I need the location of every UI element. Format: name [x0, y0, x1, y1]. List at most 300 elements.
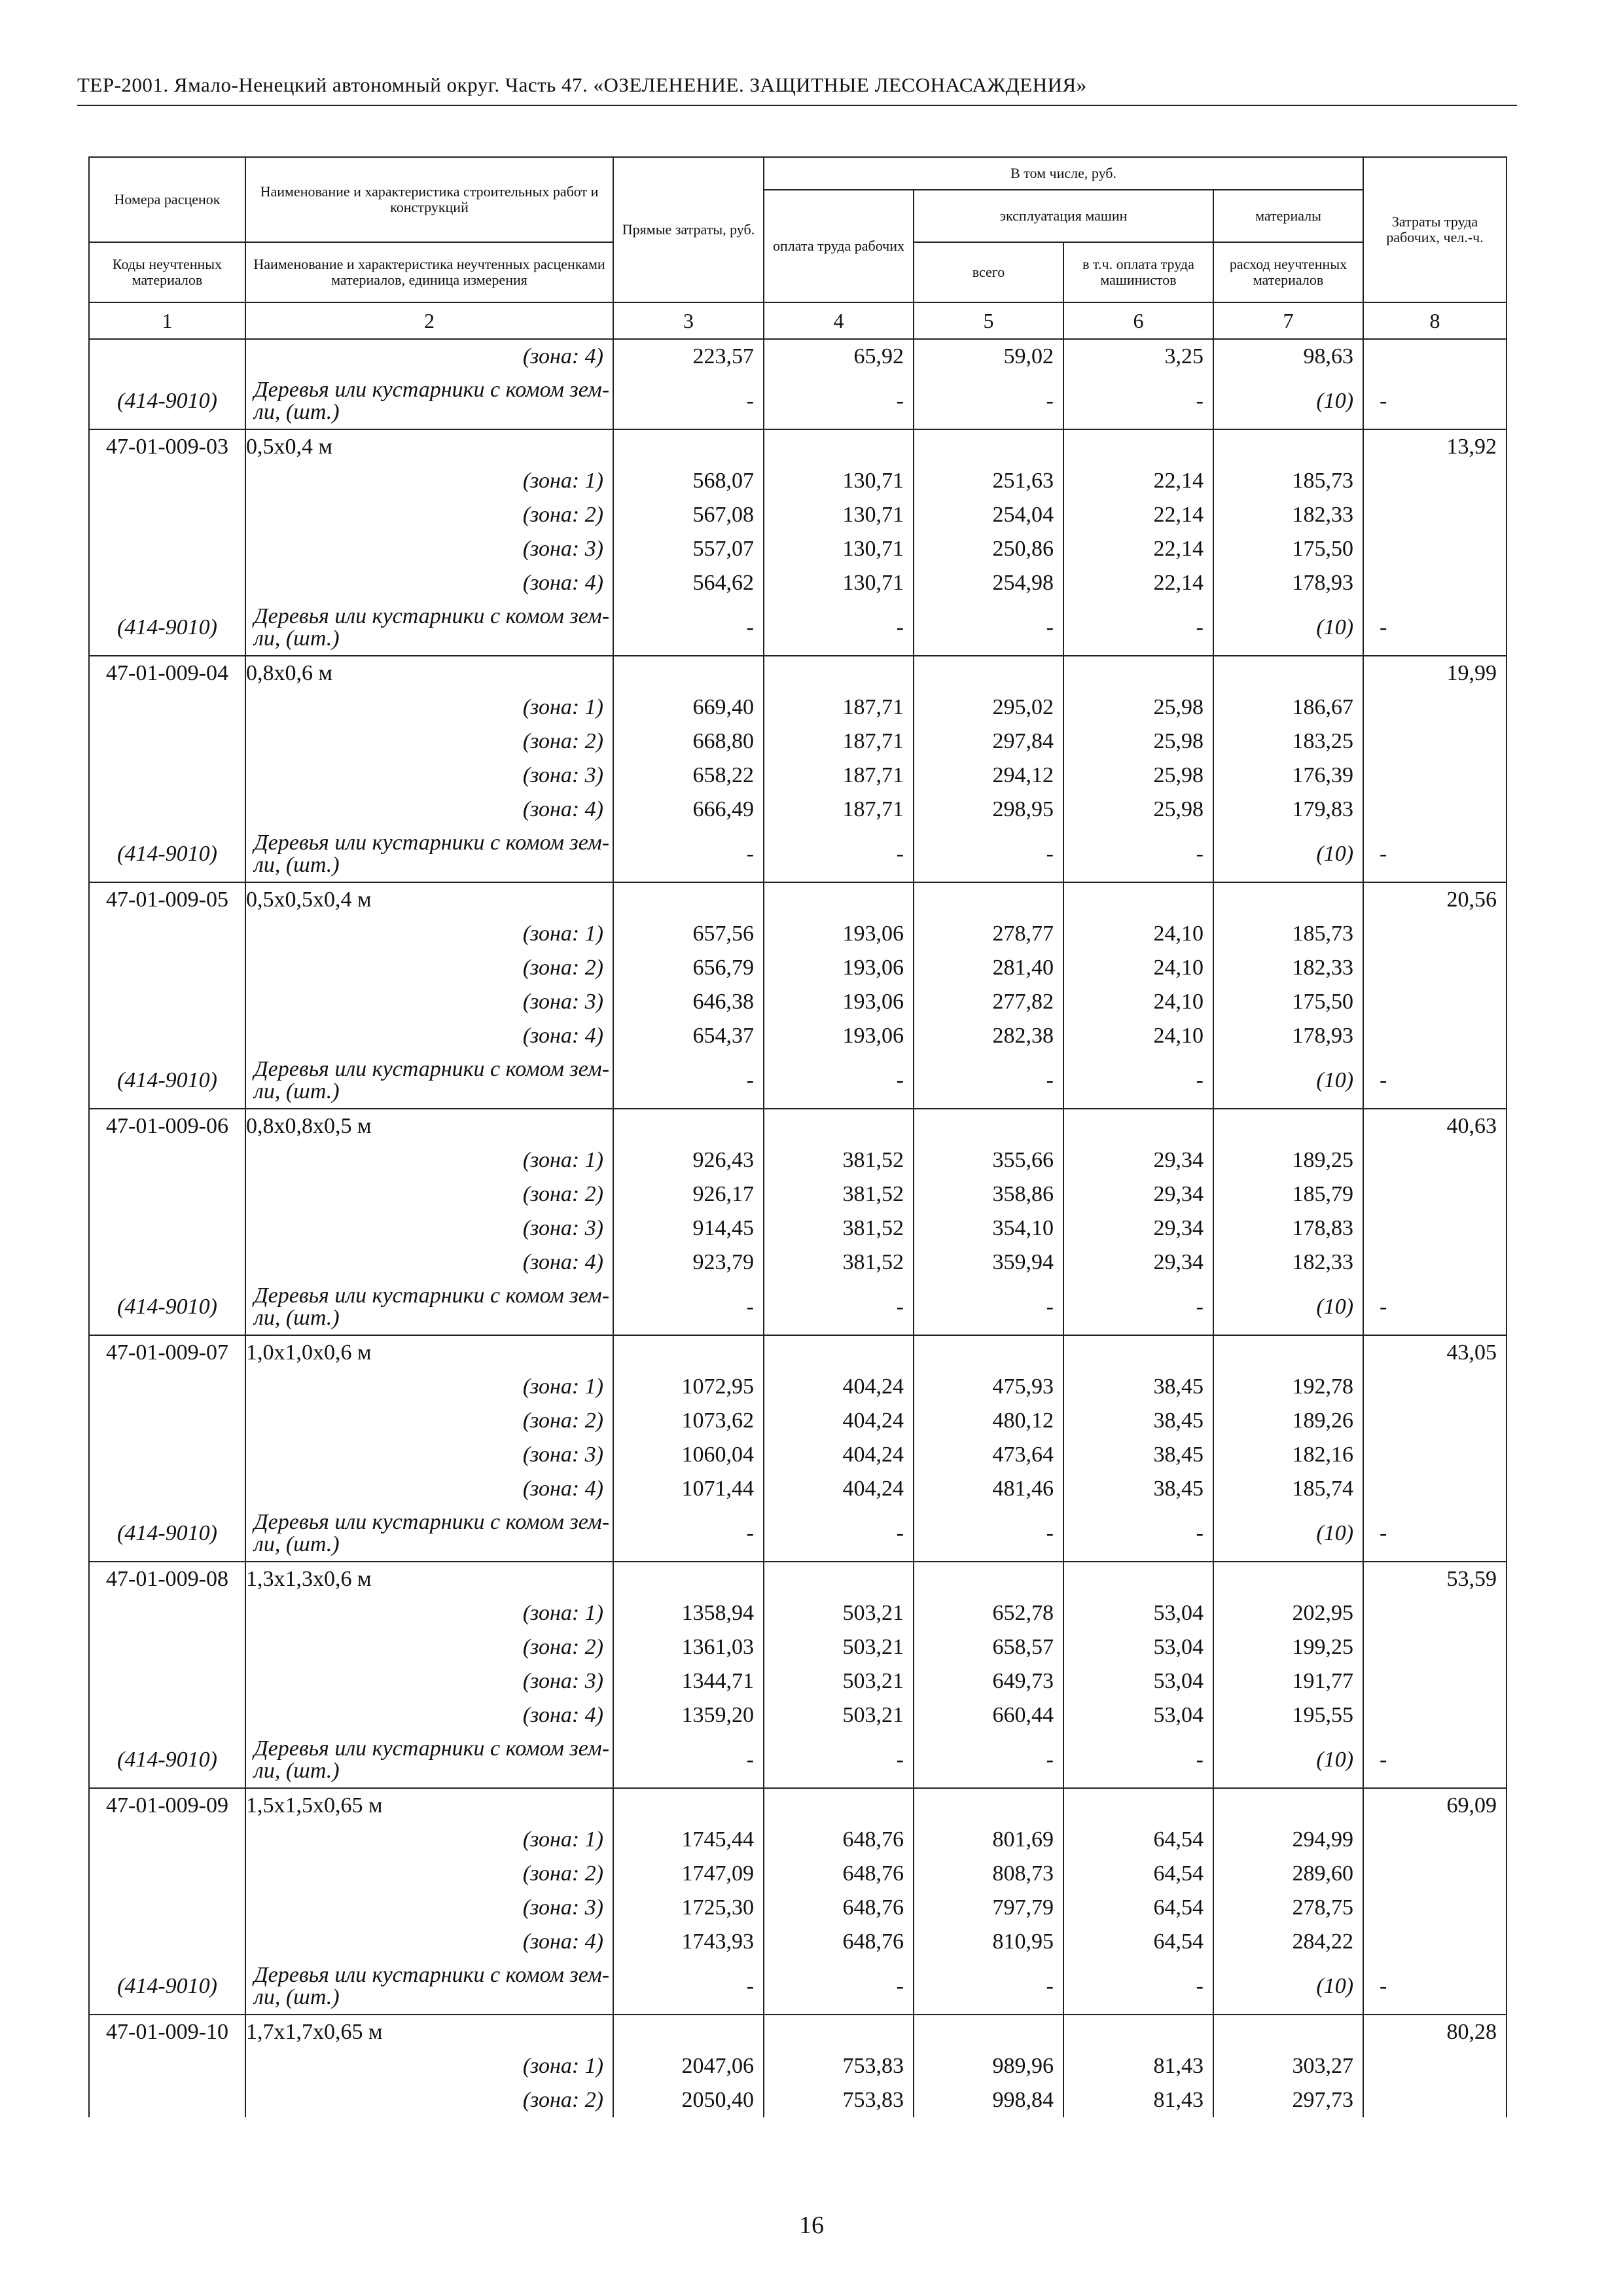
- labor-hours: [1363, 1404, 1507, 1438]
- material-name: Деревья или кустарники с комом зем-ли, (шт.): [245, 1959, 613, 2015]
- machines-header: эксплуатация машин: [914, 190, 1213, 242]
- zone-row: [89, 1630, 1507, 1664]
- table-body: [89, 339, 1507, 2117]
- labor-hours: 19,99: [1363, 656, 1507, 691]
- zone-label: (зона: 3): [245, 1664, 613, 1698]
- labor-cost: [764, 429, 914, 464]
- materials-cost: 98,63: [1213, 339, 1363, 374]
- zone-label: (зона: 2): [245, 1857, 613, 1891]
- material-name: Деревья или кустарники с комом зем-ли, (шт.): [245, 1506, 613, 1562]
- labor-hours: [1363, 917, 1507, 951]
- zone-label: (зона: 3): [245, 985, 613, 1019]
- direct-cost: [613, 1109, 764, 1143]
- code-cell: [89, 1630, 245, 1664]
- machines-total: 297,84: [914, 725, 1063, 759]
- machinists-cost: 24,10: [1063, 1019, 1213, 1053]
- col-number: 7: [1213, 302, 1363, 339]
- machinists-cost: 24,10: [1063, 951, 1213, 985]
- direct-cost: 1743,93: [613, 1925, 764, 1959]
- labor-cost: [764, 1788, 914, 1823]
- code-cell: [89, 1177, 245, 1211]
- code-cell: [89, 1438, 245, 1472]
- code-cell: [89, 2049, 245, 2083]
- direct-cost: 657,56: [613, 917, 764, 951]
- materials-cost: 185,73: [1213, 464, 1363, 498]
- labor-cost: 187,71: [764, 793, 914, 827]
- machines-total: [914, 882, 1063, 917]
- machinists-cost: 25,98: [1063, 793, 1213, 827]
- col-number: 1: [89, 302, 245, 339]
- material-direct: -: [613, 1959, 764, 2015]
- labor-cost-header: оплата труда рабочих: [764, 190, 914, 302]
- material-machinists: -: [1063, 600, 1213, 656]
- materials-cost: 185,74: [1213, 1472, 1363, 1506]
- code-cell: [89, 498, 245, 532]
- machines-total: [914, 2015, 1063, 2049]
- labor-cost: [764, 1109, 914, 1143]
- materials-cost: 289,60: [1213, 1857, 1363, 1891]
- item-name: 0,8x0,8x0,5 м: [245, 1109, 613, 1143]
- code-cell: [89, 1370, 245, 1404]
- code-cell: [89, 566, 245, 600]
- material-machinists: -: [1063, 374, 1213, 429]
- machines-total: 649,73: [914, 1664, 1063, 1698]
- machinists-cost: 3,25: [1063, 339, 1213, 374]
- machinists-cost: 29,34: [1063, 1246, 1213, 1280]
- machinists-cost: [1063, 1562, 1213, 1596]
- labor-cost: 130,71: [764, 498, 914, 532]
- zone-label: (зона: 1): [245, 1143, 613, 1177]
- direct-cost: 223,57: [613, 339, 764, 374]
- direct-cost: 1359,20: [613, 1698, 764, 1732]
- machines-total: 801,69: [914, 1823, 1063, 1857]
- zone-row: [89, 532, 1507, 566]
- material-hours: -: [1363, 1053, 1507, 1109]
- materials-cost: 191,77: [1213, 1664, 1363, 1698]
- price-code: 47-01-009-03: [89, 429, 245, 464]
- material-code: (414-9010): [89, 827, 245, 882]
- zone-row: [89, 1857, 1507, 1891]
- machinists-cost: 81,43: [1063, 2083, 1213, 2117]
- material-direct: -: [613, 827, 764, 882]
- labor-hours: 69,09: [1363, 1788, 1507, 1823]
- zone-label: (зона: 1): [245, 2049, 613, 2083]
- machinists-cost: 29,34: [1063, 1143, 1213, 1177]
- code-cell: [89, 725, 245, 759]
- col2-top-header: Наименование и характеристика строительных работ и конструкций: [245, 157, 613, 242]
- col-number: 5: [914, 302, 1063, 339]
- zone-row: [89, 1596, 1507, 1630]
- material-labor: -: [764, 1053, 914, 1109]
- materials-cost: [1213, 1788, 1363, 1823]
- direct-cost: 1747,09: [613, 1857, 764, 1891]
- materials-cost: 186,67: [1213, 691, 1363, 725]
- material-machinists: -: [1063, 1053, 1213, 1109]
- machinists-cost: 25,98: [1063, 691, 1213, 725]
- labor-cost: 648,76: [764, 1925, 914, 1959]
- labor-hours: [1363, 1438, 1507, 1472]
- zone-row: [89, 2049, 1507, 2083]
- labor-hours: [1363, 339, 1507, 374]
- material-usage: (10): [1213, 1506, 1363, 1562]
- col1-top-header: Номера расценок: [89, 157, 245, 242]
- machinists-cost: [1063, 429, 1213, 464]
- materials-cost: [1213, 2015, 1363, 2049]
- material-usage: (10): [1213, 1053, 1363, 1109]
- machinists-header: в т.ч. оплата труда машинистов: [1063, 242, 1213, 302]
- materials-cost: 183,25: [1213, 725, 1363, 759]
- item-name: 1,5x1,5x0,65 м: [245, 1788, 613, 1823]
- group-header: В том числе, руб.: [764, 157, 1363, 190]
- material-row: [89, 1959, 1507, 2015]
- zone-row: [89, 1019, 1507, 1053]
- machinists-cost: 64,54: [1063, 1891, 1213, 1925]
- material-labor: -: [764, 1506, 914, 1562]
- machines-total: 250,86: [914, 532, 1063, 566]
- machines-total: 254,98: [914, 566, 1063, 600]
- labor-hours: [1363, 1596, 1507, 1630]
- materials-cost: 182,33: [1213, 1246, 1363, 1280]
- price-code: 47-01-009-05: [89, 882, 245, 917]
- machinists-cost: 22,14: [1063, 566, 1213, 600]
- column-numbers-row: [89, 302, 1507, 339]
- price-item-row: [89, 2015, 1507, 2049]
- labor-cost: 753,83: [764, 2049, 914, 2083]
- labor-cost: 648,76: [764, 1823, 914, 1857]
- direct-costs-header: Прямые затраты, руб.: [613, 157, 764, 302]
- material-name: Деревья или кустарники с комом зем-ли, (шт.): [245, 1053, 613, 1109]
- direct-cost: 2050,40: [613, 2083, 764, 2117]
- material-code: (414-9010): [89, 1959, 245, 2015]
- machinists-cost: 64,54: [1063, 1857, 1213, 1891]
- labor-hours: [1363, 1143, 1507, 1177]
- materials-cost: 175,50: [1213, 985, 1363, 1019]
- material-name: Деревья или кустарники с комом зем-ли, (шт.): [245, 1732, 613, 1788]
- labor-hours: [1363, 1891, 1507, 1925]
- machines-total: 480,12: [914, 1404, 1063, 1438]
- col-number: 3: [613, 302, 764, 339]
- machinists-cost: [1063, 1335, 1213, 1370]
- labor-hours: [1363, 1925, 1507, 1959]
- direct-cost: 1745,44: [613, 1823, 764, 1857]
- material-name: Деревья или кустарники с комом зем-ли, (шт.): [245, 1280, 613, 1335]
- zone-row: [89, 498, 1507, 532]
- price-item-row: [89, 656, 1507, 691]
- code-cell: [89, 1823, 245, 1857]
- labor-hours: [1363, 2083, 1507, 2117]
- machines-total-header: всего: [914, 242, 1063, 302]
- machines-total: 797,79: [914, 1891, 1063, 1925]
- direct-cost: 568,07: [613, 464, 764, 498]
- labor-cost: 193,06: [764, 917, 914, 951]
- labor-hours: [1363, 691, 1507, 725]
- labor-hours: [1363, 1019, 1507, 1053]
- zone-row: [89, 1698, 1507, 1732]
- zone-row: [89, 1891, 1507, 1925]
- zone-label: (зона: 2): [245, 951, 613, 985]
- zone-row: [89, 566, 1507, 600]
- material-labor: -: [764, 1732, 914, 1788]
- machines-total: 354,10: [914, 1211, 1063, 1246]
- materials-cost: 185,79: [1213, 1177, 1363, 1211]
- material-row: [89, 1053, 1507, 1109]
- material-row: [89, 1280, 1507, 1335]
- material-direct: -: [613, 1280, 764, 1335]
- labor-hours: [1363, 1472, 1507, 1506]
- direct-cost: 2047,06: [613, 2049, 764, 2083]
- machines-total: 298,95: [914, 793, 1063, 827]
- labor-hours: [1363, 1698, 1507, 1732]
- zone-row: [89, 725, 1507, 759]
- code-cell: [89, 1698, 245, 1732]
- price-code: 47-01-009-10: [89, 2015, 245, 2049]
- zone-label: (зона: 1): [245, 1823, 613, 1857]
- material-machinists: -: [1063, 1959, 1213, 2015]
- labor-cost: [764, 656, 914, 691]
- machines-total: [914, 429, 1063, 464]
- materials-cost: 178,93: [1213, 1019, 1363, 1053]
- machines-total: [914, 656, 1063, 691]
- labor-hours-header: Затраты труда рабочих, чел.-ч.: [1363, 157, 1507, 302]
- zone-row: [89, 2083, 1507, 2117]
- machinists-cost: 38,45: [1063, 1472, 1213, 1506]
- labor-cost: [764, 1335, 914, 1370]
- direct-cost: 1725,30: [613, 1891, 764, 1925]
- material-direct: -: [613, 1506, 764, 1562]
- zone-label: (зона: 2): [245, 725, 613, 759]
- machinists-cost: [1063, 882, 1213, 917]
- materials-cost: 294,99: [1213, 1823, 1363, 1857]
- materials-cost: [1213, 429, 1363, 464]
- direct-cost: 656,79: [613, 951, 764, 985]
- labor-cost: 503,21: [764, 1664, 914, 1698]
- direct-cost: 1071,44: [613, 1472, 764, 1506]
- labor-hours: [1363, 793, 1507, 827]
- labor-cost: 503,21: [764, 1630, 914, 1664]
- direct-cost: 1358,94: [613, 1596, 764, 1630]
- machines-total: 282,38: [914, 1019, 1063, 1053]
- zone-row: [89, 1246, 1507, 1280]
- direct-cost: 1361,03: [613, 1630, 764, 1664]
- labor-cost: 648,76: [764, 1891, 914, 1925]
- labor-hours: [1363, 725, 1507, 759]
- material-name: Деревья или кустарники с комом зем-ли, (шт.): [245, 827, 613, 882]
- labor-hours: [1363, 498, 1507, 532]
- materials-cost: 182,33: [1213, 951, 1363, 985]
- col-number: 2: [245, 302, 613, 339]
- zone-label: (зона: 2): [245, 2083, 613, 2117]
- col-number: 8: [1363, 302, 1507, 339]
- zone-label: (зона: 2): [245, 1404, 613, 1438]
- machinists-cost: 53,04: [1063, 1698, 1213, 1732]
- labor-cost: 404,24: [764, 1472, 914, 1506]
- material-machines: -: [914, 1280, 1063, 1335]
- labor-cost: 381,52: [764, 1246, 914, 1280]
- materials-cost: 175,50: [1213, 532, 1363, 566]
- material-row: [89, 1506, 1507, 1562]
- materials-usage-header: расход неучтенных материалов: [1213, 242, 1363, 302]
- direct-cost: [613, 1562, 764, 1596]
- materials-cost: [1213, 656, 1363, 691]
- machines-total: 59,02: [914, 339, 1063, 374]
- machinists-cost: 22,14: [1063, 532, 1213, 566]
- machines-total: 294,12: [914, 759, 1063, 793]
- zone-row: [89, 464, 1507, 498]
- zone-label: (зона: 1): [245, 691, 613, 725]
- zone-row: [89, 985, 1507, 1019]
- material-machinists: -: [1063, 1506, 1213, 1562]
- labor-cost: 187,71: [764, 759, 914, 793]
- material-row: [89, 1732, 1507, 1788]
- materials-cost: [1213, 1335, 1363, 1370]
- zone-row: [89, 1438, 1507, 1472]
- materials-cost: 202,95: [1213, 1596, 1363, 1630]
- zone-row: [89, 1664, 1507, 1698]
- machines-total: [914, 1562, 1063, 1596]
- labor-cost: 404,24: [764, 1370, 914, 1404]
- item-name: 1,0x1,0x0,6 м: [245, 1335, 613, 1370]
- labor-hours: [1363, 464, 1507, 498]
- labor-cost: [764, 2015, 914, 2049]
- labor-cost: 187,71: [764, 691, 914, 725]
- code-cell: [89, 1143, 245, 1177]
- material-name: Деревья или кустарники с комом зем-ли, (шт.): [245, 600, 613, 656]
- labor-hours: [1363, 1664, 1507, 1698]
- direct-cost: 646,38: [613, 985, 764, 1019]
- zone-label: (зона: 4): [245, 1019, 613, 1053]
- direct-cost: 926,17: [613, 1177, 764, 1211]
- zone-row: [89, 1177, 1507, 1211]
- material-hours: -: [1363, 1732, 1507, 1788]
- labor-hours: [1363, 985, 1507, 1019]
- code-cell: [89, 691, 245, 725]
- code-cell: [89, 917, 245, 951]
- machinists-cost: 22,14: [1063, 464, 1213, 498]
- machinists-cost: 22,14: [1063, 498, 1213, 532]
- zone-row: [89, 1404, 1507, 1438]
- labor-cost: [764, 1562, 914, 1596]
- material-hours: -: [1363, 1959, 1507, 2015]
- material-usage: (10): [1213, 1280, 1363, 1335]
- labor-hours: [1363, 1630, 1507, 1664]
- labor-hours: [1363, 1823, 1507, 1857]
- direct-cost: 654,37: [613, 1019, 764, 1053]
- material-usage: (10): [1213, 1959, 1363, 2015]
- labor-hours: [1363, 532, 1507, 566]
- zone-row: [89, 691, 1507, 725]
- zone-label: (зона: 4): [245, 1698, 613, 1732]
- material-usage: (10): [1213, 600, 1363, 656]
- materials-cost: 199,25: [1213, 1630, 1363, 1664]
- labor-hours: [1363, 2049, 1507, 2083]
- labor-hours: 20,56: [1363, 882, 1507, 917]
- material-row: [89, 600, 1507, 656]
- code-cell: [89, 951, 245, 985]
- labor-cost: 503,21: [764, 1596, 914, 1630]
- zone-label: (зона: 4): [245, 1246, 613, 1280]
- zone-row: [89, 1823, 1507, 1857]
- machines-total: 254,04: [914, 498, 1063, 532]
- material-code: (414-9010): [89, 1053, 245, 1109]
- machinists-cost: [1063, 1788, 1213, 1823]
- price-code: 47-01-009-07: [89, 1335, 245, 1370]
- labor-cost: 381,52: [764, 1211, 914, 1246]
- code-cell: [89, 793, 245, 827]
- labor-cost: 187,71: [764, 725, 914, 759]
- machinists-cost: 64,54: [1063, 1823, 1213, 1857]
- labor-hours: [1363, 1211, 1507, 1246]
- labor-hours: [1363, 1857, 1507, 1891]
- material-machines: -: [914, 600, 1063, 656]
- material-row: [89, 827, 1507, 882]
- materials-cost: 182,33: [1213, 498, 1363, 532]
- material-direct: -: [613, 1053, 764, 1109]
- col2-bottom-header: Наименование и характеристика неучтенных расценками материалов, единица измерения: [245, 242, 613, 302]
- materials-cost: 178,83: [1213, 1211, 1363, 1246]
- price-code: 47-01-009-09: [89, 1788, 245, 1823]
- materials-cost: 192,78: [1213, 1370, 1363, 1404]
- labor-cost: [764, 882, 914, 917]
- material-machinists: -: [1063, 827, 1213, 882]
- zone-label: (зона: 3): [245, 1438, 613, 1472]
- machines-total: 281,40: [914, 951, 1063, 985]
- price-item-row: [89, 1335, 1507, 1370]
- machines-total: 660,44: [914, 1698, 1063, 1732]
- zone-label: (зона: 1): [245, 464, 613, 498]
- direct-cost: [613, 882, 764, 917]
- zone-row: [89, 1143, 1507, 1177]
- code-cell: [89, 1891, 245, 1925]
- direct-cost: 923,79: [613, 1246, 764, 1280]
- materials-header: материалы: [1213, 190, 1363, 242]
- materials-cost: 195,55: [1213, 1698, 1363, 1732]
- machinists-cost: 29,34: [1063, 1177, 1213, 1211]
- col1-bottom-header: Коды неучтенных материалов: [89, 242, 245, 302]
- labor-cost: 381,52: [764, 1143, 914, 1177]
- price-item-row: [89, 1109, 1507, 1143]
- zone-label: (зона: 2): [245, 498, 613, 532]
- zone-row: [89, 917, 1507, 951]
- price-item-row: [89, 882, 1507, 917]
- labor-cost: 130,71: [764, 532, 914, 566]
- zone-label: (зона: 4): [245, 566, 613, 600]
- material-code: (414-9010): [89, 1280, 245, 1335]
- zone-row: [89, 951, 1507, 985]
- price-code: 47-01-009-06: [89, 1109, 245, 1143]
- zone-row: [89, 339, 1507, 374]
- direct-cost: [613, 1788, 764, 1823]
- code-cell: [89, 464, 245, 498]
- machines-total: 359,94: [914, 1246, 1063, 1280]
- labor-hours: [1363, 1177, 1507, 1211]
- materials-cost: 182,16: [1213, 1438, 1363, 1472]
- materials-cost: 189,25: [1213, 1143, 1363, 1177]
- material-machinists: -: [1063, 1280, 1213, 1335]
- machines-total: 295,02: [914, 691, 1063, 725]
- material-machines: -: [914, 827, 1063, 882]
- material-labor: -: [764, 827, 914, 882]
- labor-cost: 193,06: [764, 951, 914, 985]
- price-item-row: [89, 1562, 1507, 1596]
- page-header: ТЕР-2001. Ямало-Ненецкий автономный округ. Часть 47. «ОЗЕЛЕНЕНИЕ. ЗАЩИТНЫЕ ЛЕСОНАСАЖДЕНИЯ»: [77, 73, 1087, 96]
- direct-cost: 1344,71: [613, 1664, 764, 1698]
- code-cell: [89, 2083, 245, 2117]
- code-cell: [89, 1404, 245, 1438]
- item-name: 0,8x0,6 м: [245, 656, 613, 691]
- zone-row: [89, 1370, 1507, 1404]
- material-hours: -: [1363, 600, 1507, 656]
- direct-cost: [613, 656, 764, 691]
